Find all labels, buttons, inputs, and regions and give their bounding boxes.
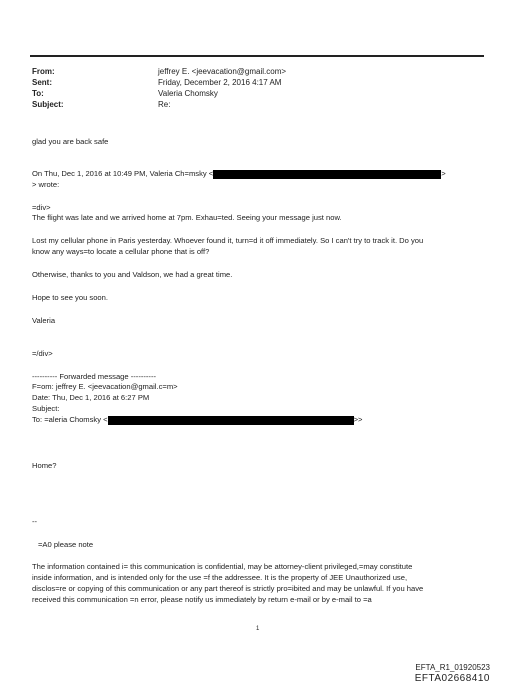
to-label: To: [32,89,44,98]
from-label: From: [32,67,55,76]
paragraph-4: Hope to see you soon. [32,293,108,302]
subject-label: Subject: [32,100,64,109]
signature: Valeria [32,316,56,325]
forwarded-to [32,414,362,425]
subject-value: Re: [158,100,171,109]
disclaimer-line-3: disclos=re or copying of this communication or any part thereof is strictly pro=ibited and may be unlawful. If you have [32,584,424,593]
paragraph-3: Otherwise, thanks to you and Valdson, we had a great time. [32,270,233,279]
sent-value: Friday, December 2, 2016 4:17 AM [158,78,282,87]
quote-intro-end: > [441,169,446,178]
paragraph-2-line-1: Lost my cellular phone in Paris yesterday. Whoever found it, turn=d it off immediately. So I can't try to track it. Do you [32,236,424,245]
footer-id-2: EFTA02668410 [414,673,490,684]
header-top-rule [30,55,484,57]
paragraph-2-line-2: know any ways=to locate a cellular phone that is off? [32,247,210,256]
forwarded-from: F=om: jeffrey E. <jeevacation@gmail.c=m> [32,382,178,391]
forwarded-body: Home? [32,461,57,470]
page-number: 1 [256,626,260,632]
forwarded-header: ---------- Forwarded message ---------- [32,372,157,381]
signature-dashes: -- [32,517,38,526]
paragraph-1: The flight was late and we arrived home at 7pm. Exhau=ted. Seeing your message just now. [32,213,342,222]
footer-id-1: EFTA_R1_01920523 [415,663,490,672]
div-open-tag: =div> [32,203,51,212]
forwarded-date: Date: Thu, Dec 1, 2016 at 6:27 PM [32,393,150,402]
forwarded-to-text: To: =aleria Chomsky < [32,415,108,424]
reply-text: glad you are back safe [32,137,109,146]
redaction-bar [213,170,441,179]
quote-intro-wrote: > wrote: [32,180,60,189]
sent-label: Sent: [32,78,52,87]
please-note: =A0 please note [38,540,94,549]
quote-intro-text: On Thu, Dec 1, 2016 at 10:49 PM, Valeria Ch=msky < [32,169,214,178]
quote-intro [32,168,446,179]
from-value: jeffrey E. <jeevacation@gmail.com> [158,67,287,76]
div-close-tag: =/div> [32,349,53,358]
redaction-bar [108,416,354,425]
forwarded-to-end: >> [353,415,363,424]
forwarded-subject: Subject: [32,404,60,413]
to-value: Valeria Chomsky [158,89,218,98]
disclaimer-line-4: received this communication =n error, please notify us immediately by return e-mail or by e-mail to =a [32,595,372,604]
disclaimer-line-2: inside information, and is intended only for the use =f the addressee. It is the property of JEE Unauthorized use, [32,573,408,582]
disclaimer-line-1: The information contained i= this communication is confidential, may be attorney-client privileged,=may constitute [32,562,413,571]
